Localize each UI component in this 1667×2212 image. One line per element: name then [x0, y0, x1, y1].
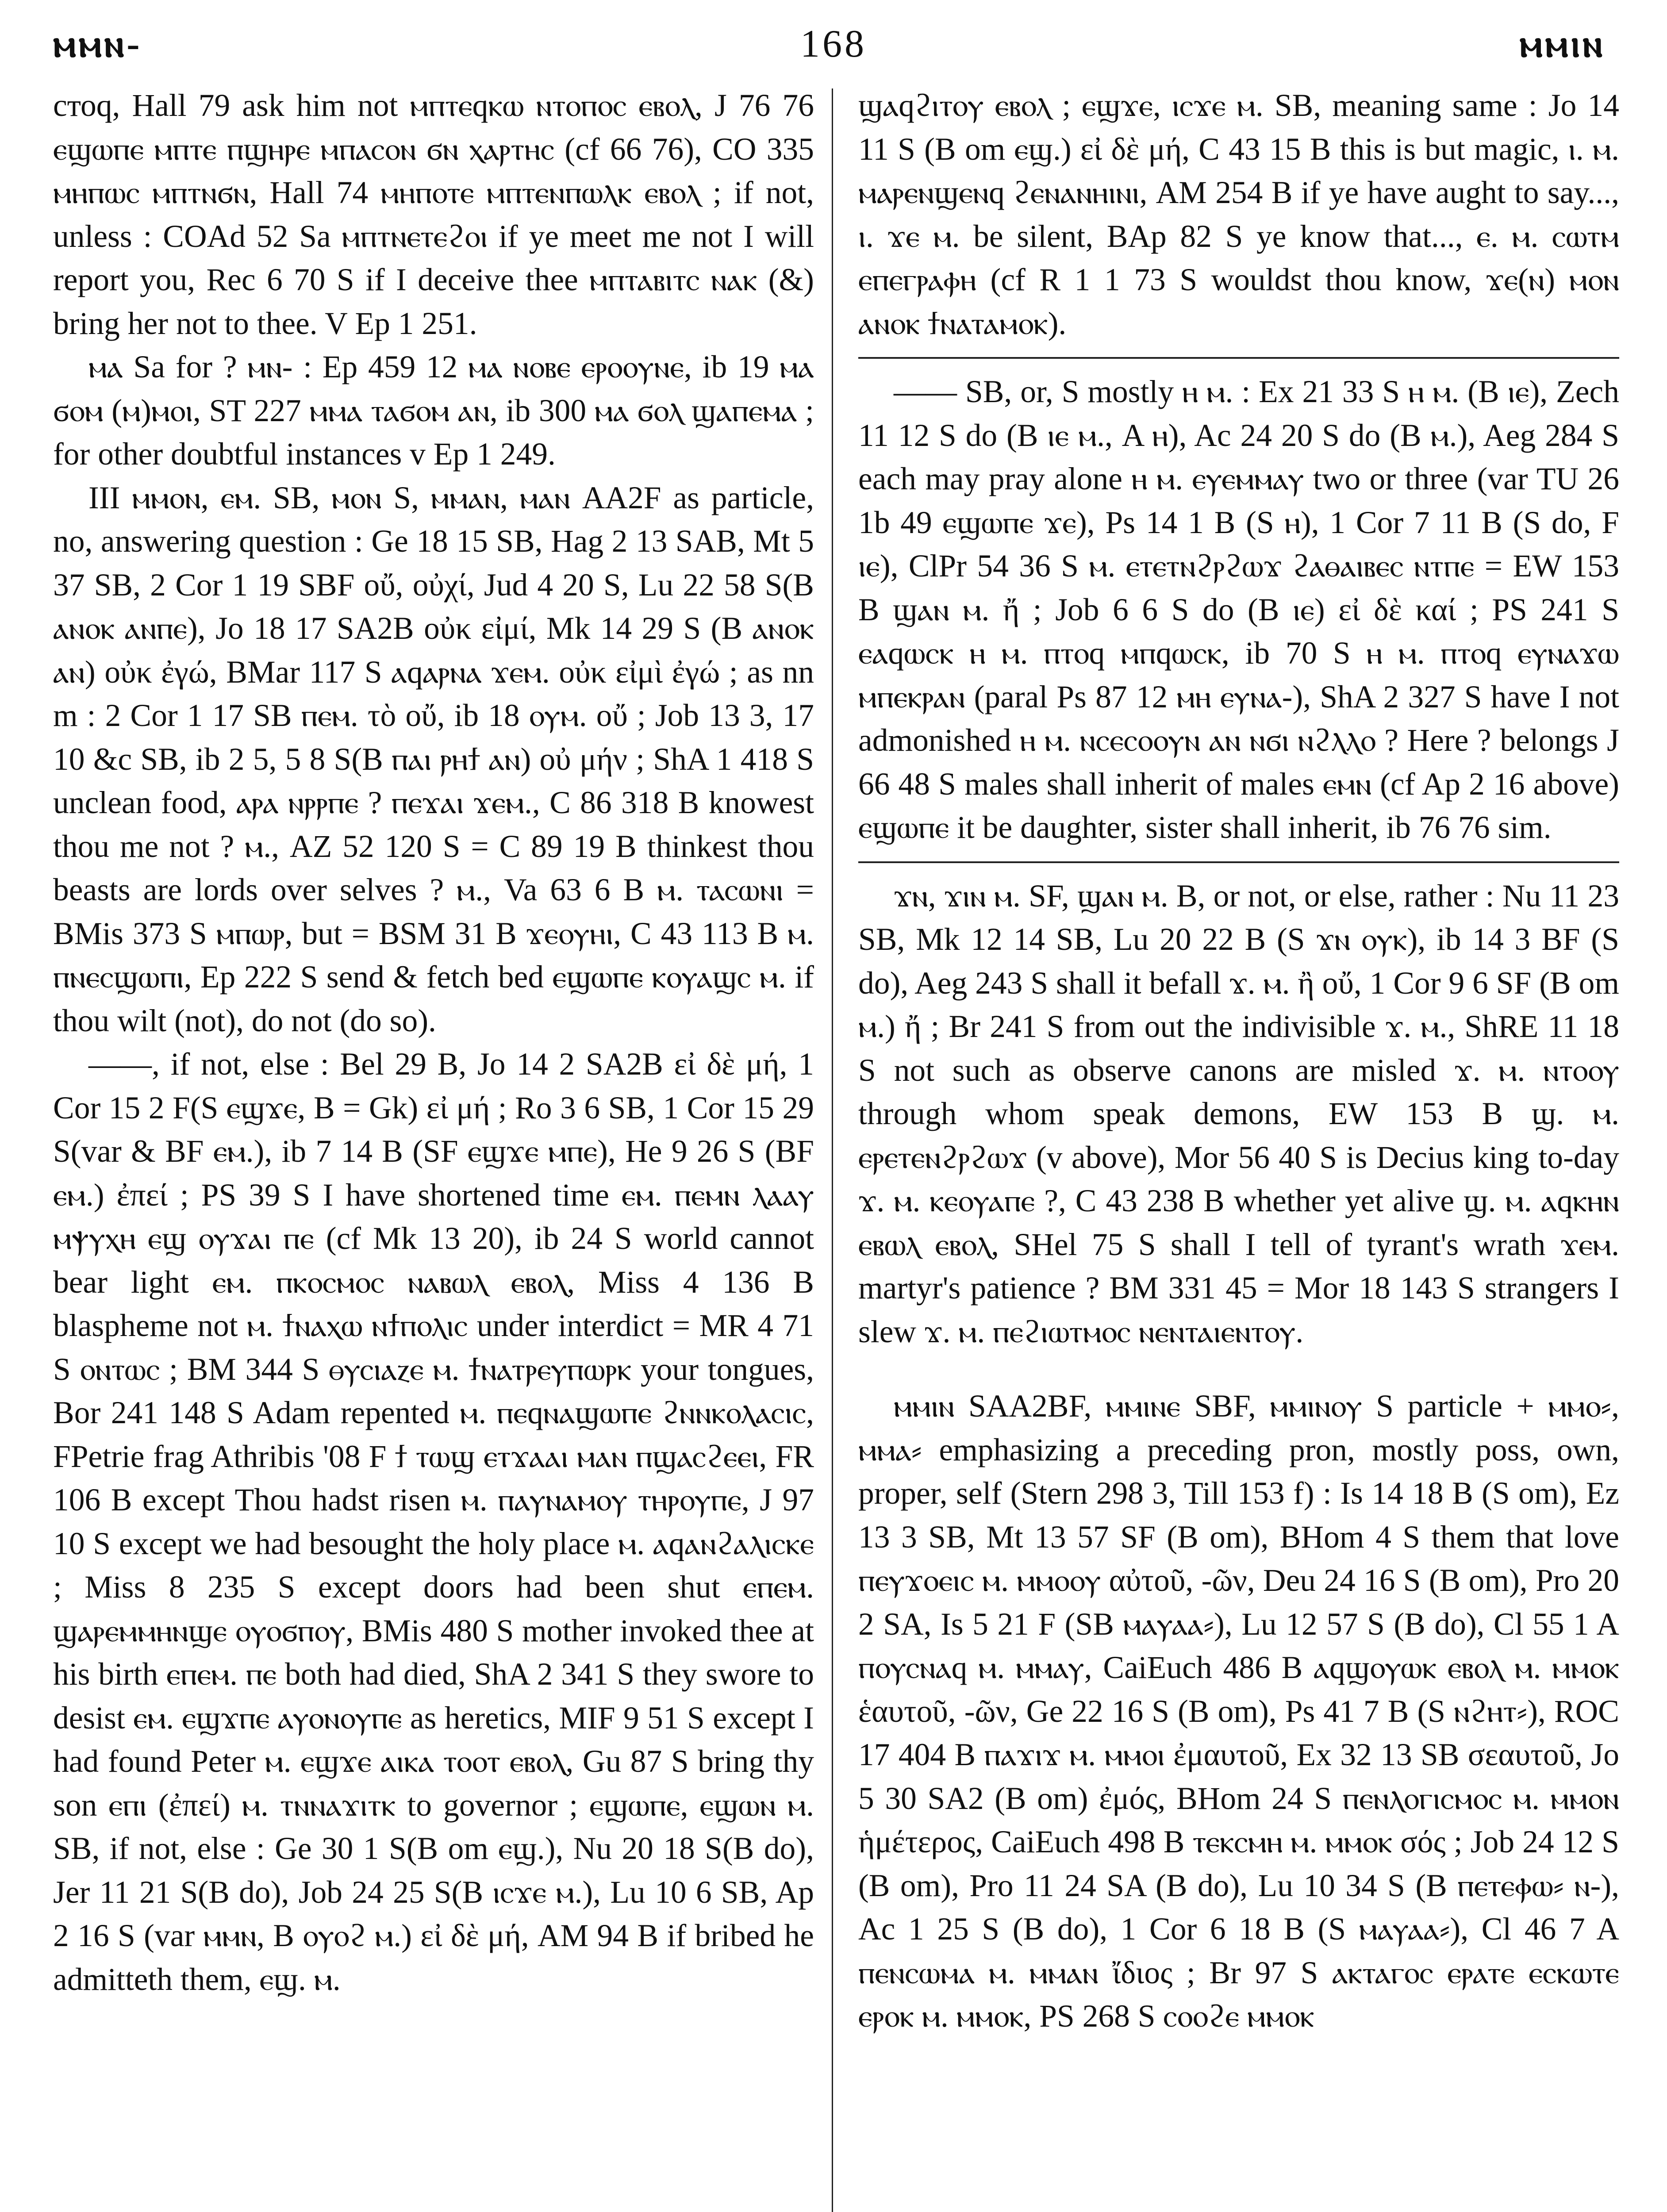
column-divider [832, 88, 833, 2212]
page-number: 168 [800, 23, 867, 65]
entry-paragraph: —— SB, or, S mostly ⲏ ⲙ. : Ex 21 33 S ⲏ ⲙ. (B ⲓⲉ), Zech 11 12 S do (B ⲓⲉ ⲙ., A ⲏ), Ac 24 20 S do (B ⲙ.), Aeg 284 S each may pray alone ⲏ ⲙ. ⲉⲩⲉⲙⲙⲁⲩ two or three (var TU 26 1b 49 ⲉϣⲱⲡⲉ ϫⲉ), Ps 14 1 B (S ⲏ), 1 Cor 7 11 B (S do, F ⲓⲉ), ClPr 54 36 S ⲙ. ⲉⲧⲉⲧⲛϩⲣϩⲱϫ ϩⲁⲑⲁⲓⲃⲉⲥ ⲛⲧⲡⲉ = EW 153 B ϣⲁⲛ ⲙ. ἤ ; Job 6 6 S do (B ⲓⲉ) εἰ δὲ καί ; PS 241 S ⲉⲁqⲱⲥⲕ ⲏ ⲙ. ⲡⲧⲟq ⲙⲡqⲱⲥⲕ, ib 70 S ⲏ ⲙ. ⲡⲧⲟq ⲉⲩⲛⲁϫⲱ ⲙⲡⲉⲕⲣⲁⲛ (paral Ps 87 12 ⲙⲏ ⲉⲩⲛⲁ-), ShA 2 327 S have I not admonished ⲏ ⲙ. ⲛⲥⲉⲥⲟⲟⲩⲛ ⲁⲛ ⲛϭⲓ ⲛϩⲗⲗⲟ ? Here ? belongs J 66 48 S males shall inherit of males ⲉⲙⲛ (cf Ap 2 16 above) ⲉϣⲱⲡⲉ it be daughter, sister shall inherit, ib 76 76 sim. [858, 374, 1619, 845]
header-left-guideword: ⲙⲙⲛ- [53, 23, 142, 65]
left-column [53, 84, 814, 2212]
entry-paragraph: III ⲙⲙⲟⲛ, ⲉⲙ. SB, ⲙⲟⲛ S, ⲙⲙⲁⲛ, ⲙⲁⲛ AA2F as particle, no, answering question : Ge 18 15 SB, Hag 2 13 SAB, Mt 5 37 SB, 2 Cor 1 19 SBF οὔ, οὐχί, Jud 4 20 S, Lu 22 58 S(B ⲁⲛⲟⲕ ⲁⲛⲡⲉ), Jo 18 17 SA2B οὐκ εἰμί, Mk 14 29 S (B ⲁⲛⲟⲕ ⲁⲛ) οὐκ ἐγώ, BMar 117 S ⲁqⲁⲣⲛⲁ ϫⲉⲙ. οὐκ εἰμὶ ἐγώ ; as nn m : 2 Cor 1 17 SB ⲡⲉⲙ. τὸ οὔ, ib 18 ⲟⲩⲙ. οὔ ; Job 13 3, 17 10 &c SB, ib 2 5, 5 8 S(B ⲡⲁⲓ ⲣⲏϯ ⲁⲛ) οὐ μήν ; ShA 1 418 S unclean food, ⲁⲣⲁ ⲛⲣⲣⲡⲉ ? ⲡⲉϫⲁⲓ ϫⲉⲙ., C 86 318 B knowest thou me not ? ⲙ., AZ 52 120 S = C 89 19 B thinkest thou beasts are lords over selves ? ⲙ., Va 63 6 B ⲙ. ⲧⲁⲥⲱⲛⲓ = BMis 373 S ⲙⲡⲱⲣ, but = BSM 31 B ϫⲉⲟⲩⲏⲓ, C 43 113 B ⲙ. ⲡⲛⲉⲥϣⲱⲡⲓ, Ep 222 S send & fetch bed ⲉϣⲱⲡⲉ ⲕⲟⲩⲁϣⲥ ⲙ. if thou wilt (not), do not (do so). [53, 480, 814, 1038]
section-rule [858, 861, 1619, 863]
entry-paragraph: ——, if not, else : Bel 29 B, Jo 14 2 SA2B εἰ δὲ μή, 1 Cor 15 2 F(S ⲉϣϫⲉ, B = Gk) εἰ μή ; Ro 3 6 SB, 1 Cor 15 29 S(var & BF ⲉⲙ.), ib 7 14 B (SF ⲉϣϫⲉ ⲙⲡⲉ), He 9 26 S (BF ⲉⲙ.) ἐπεί ; PS 39 S I have shortened time ⲉⲙ. ⲡⲉⲙⲛ ⲗⲁⲁⲩ ⲙⲯⲩⲭⲏ ⲉϣ ⲟⲩϫⲁⲓ ⲡⲉ (cf Mk 13 20), ib 24 S world cannot bear light ⲉⲙ. ⲡⲕⲟⲥⲙⲟⲥ ⲛⲁⲃⲱⲗ ⲉⲃⲟⲗ, Miss 4 136 B blaspheme not ⲙ. ϯⲛⲁⲭⲱ ⲛϯⲡⲟⲗⲓⲥ under interdict = MR 4 71 S ⲟⲛⲧⲱⲥ ; BM 344 S ⲑⲩⲥⲓⲁⲍⲉ ⲙ. ϯⲛⲁⲧⲣⲉⲩⲡⲱⲣⲕ your tongues, Bor 241 148 S Adam repented ⲙ. ⲡⲉqⲛⲁϣⲱⲡⲉ ϩⲛⲛⲕⲟⲗⲁⲥⲓⲥ, FPetrie frag Athribis '08 F ϯ ⲧⲱϣ ⲉⲧϫⲁⲁⲓ ⲙⲁⲛ ⲡϣⲁⲥϩⲉⲉⲓ, FR 106 B except Thou hadst risen ⲙ. ⲡⲁⲩⲛⲁⲙⲟⲩ ⲧⲏⲣⲟⲩⲡⲉ, J 97 10 S except we had besought the holy place ⲙ. ⲁqⲁⲛϩⲁⲗⲓⲥⲕⲉ ; Miss 8 235 S except doors had been shut ⲉⲡⲉⲙ. ϣⲁⲣⲉⲙⲙⲏⲛϣⲉ ⲟⲩⲟϭⲡⲟⲩ, BMis 480 S mother invoked thee at his birth ⲉⲡⲉⲙ. ⲡⲉ both had died, ShA 2 341 S they swore to desist ⲉⲙ. ⲉϣϫⲡⲉ ⲁⲩⲟⲛⲟⲩⲡⲉ as heretics, MIF 9 51 S except I had found Peter ⲙ. ⲉϣϫⲉ ⲁⲓⲕⲁ ⲧⲟⲟⲧ ⲉⲃⲟⲗ, Gu 87 S bring thy son ⲉⲡⲓ (ἐπεί) ⲙ. ⲧⲛⲛⲁϫⲓⲧⲕ to governor ; ⲉϣⲱⲡⲉ, ⲉϣⲱⲛ ⲙ. SB, if not, else : Ge 30 1 S(B om ⲉϣ.), Nu 20 18 S(B do), Jer 11 21 S(B do), Job 24 25 S(B ⲓⲥϫⲉ ⲙ.), Lu 10 6 SB, Ap 2 16 S (var ⲙⲙⲛ, B ⲟⲩⲟϩ ⲙ.) εἰ δὲ μή, AM 94 B if bribed he admitteth them, ⲉϣ. ⲙ. [53, 1047, 814, 1997]
entry-paragraph: стоq, Hall 79 ask him not ⲙⲡⲧⲉqⲕⲱ ⲛⲧⲟⲡⲟⲥ ⲉⲃⲟⲗ, J 76 76 ⲉϣⲱⲡⲉ ⲙⲡⲧⲉ ⲡϣⲏⲣⲉ ⲙⲡⲁⲥⲟⲛ ϭⲛ ⲭⲁⲣⲧⲏⲥ (cf 66 76), CO 335 ⲙⲏⲡⲱⲥ ⲙⲡⲧⲛϭⲛ, Hall 74 ⲙⲏⲡⲟⲧⲉ ⲙⲡⲧⲉⲛⲡⲱⲗⲕ ⲉⲃⲟⲗ ; if not, unless : COAd 52 Sa ⲙⲡⲧⲛⲉⲧⲉϩⲟⲓ if ye meet me not I will report you, Rec 6 70 S if I deceive thee ⲙⲡⲧⲁⲃⲓⲧⲥ ⲛⲁⲕ (&) bring her not to thee. V Ep 1 251. [53, 88, 814, 341]
right-column [858, 84, 1619, 2212]
header-right-guideword: ⲙⲙⲓⲛ [1519, 23, 1605, 65]
entry-paragraph: ⲙⲁ Sa for ? ⲙⲛ- : Ep 459 12 ⲙⲁ ⲛⲟⲃⲉ ⲉⲣⲟⲟⲩⲛⲉ, ib 19 ⲙⲁ ϭⲟⲙ (ⲙ)ⲙⲟⲓ, ST 227 ⲙⲙⲁ ⲧⲁϭⲟⲙ ⲁⲛ, ib 300 ⲙⲁ ϭⲟⲗ ϣⲁⲡⲉⲙⲁ ; for other doubtful instances v Ep 1 249. [53, 349, 814, 472]
entry-paragraph: ϣⲁqϩⲓⲧⲟⲩ ⲉⲃⲟⲗ ; ⲉϣϫⲉ, ⲓⲥϫⲉ ⲙ. SB, meaning same : Jo 14 11 S (B om ⲉϣ.) εἰ δὲ μή, C 43 15 B this is but magic, ⲓ. ⲙ. ⲙⲁⲣⲉⲛϣⲉⲛq ϩⲉⲛⲁⲛⲏⲓⲛⲓ, AM 254 B if ye have aught to say..., ⲓ. ϫⲉ ⲙ. be silent, BAp 82 S ye know that..., ⲉ. ⲙ. ⲥⲱⲧⲙ ⲉⲡⲉⲅⲣⲁⲫⲏ (cf R 1 1 73 S wouldst thou know, ϫⲉ(ⲛ) ⲙⲟⲛ ⲁⲛⲟⲕ ϯⲛⲁⲧⲁⲙⲟⲕ). [858, 88, 1619, 341]
entry-paragraph: ϫⲛ, ϫⲓⲛ ⲙ. SF, ϣⲁⲛ ⲙ. B, or not, or else, rather : Nu 11 23 SB, Mk 12 14 SB, Lu 20 22 B (S ϫⲛ ⲟⲩⲕ), ib 14 3 BF (S do), Aeg 243 S shall it befall ϫ. ⲙ. ἢ οὔ, 1 Cor 9 6 SF (B om ⲙ.) ἤ ; Br 241 S from out the indivisible ϫ. ⲙ., ShRE 11 18 S not such as observe canons are misled ϫ. ⲙ. ⲛⲧⲟⲟⲩ through whom speak demons, EW 153 B ϣ. ⲙ. ⲉⲣⲉⲧⲉⲛϩⲣϩⲱϫ (v above), Mor 56 40 S is Decius king to-day ϫ. ⲙ. ⲕⲉⲟⲩⲁⲡⲉ ?, C 43 238 B whether yet alive ϣ. ⲙ. ⲁqⲕⲏⲛ ⲉⲃⲱⲗ ⲉⲃⲟⲗ, SHel 75 S shall I tell of tyrant's wrath ϫⲉⲙ. martyr's patience ? BM 331 45 = Mor 18 143 S strangers I slew ϫ. ⲙ. ⲡⲉϩⲓⲱⲧⲙⲟⲥ ⲛⲉⲛⲧⲁⲓⲉⲛⲧⲟⲩ. [858, 878, 1619, 1349]
section-rule [858, 357, 1619, 359]
entry-gap [858, 1354, 1619, 1385]
running-header [53, 13, 1614, 75]
headword-entry-mmin: ⲙⲙⲓⲛ SAA2BF, ⲙⲙⲓⲛⲉ SBF, ⲙⲙⲓⲛⲟⲩ S particle + ⲙⲙⲟ⸗, ⲙⲙⲁ⸗ emphasizing a preceding pron, mostly poss, own, proper, self (Stern 298 3, Till 153 f) : Is 14 18 B (S om), Ez 13 3 SB, Mt 13 57 SF (B om), BHom 4 S them that love ⲡⲉⲩϫⲟⲉⲓⲥ ⲙ. ⲙⲙⲟⲟⲩ αὐτοῦ, -ῶν, Deu 24 16 S (B om), Pro 20 2 SA, Is 5 21 F (SB ⲙⲁⲩⲁⲁ⸗), Lu 12 57 S (B do), Cl 55 1 A ⲡⲟⲩⲥⲛⲁq ⲙ. ⲙⲙⲁⲩ, CaiEuch 486 B ⲁqϣⲟⲩⲱⲕ ⲉⲃⲟⲗ ⲙ. ⲙⲙⲟⲕ ἑαυτοῦ, -ῶν, Ge 22 16 S (B om), Ps 41 7 B (S ⲛϩⲏⲧ⸗), ROC 17 404 B ⲡⲁϫⲓϫ ⲙ. ⲙⲙⲟⲓ ἐμαυτοῦ, Ex 32 13 SB σεαυτοῦ, Jo 5 30 SA2 (B om) ἐμός, BHom 24 S ⲡⲉⲛⲗⲟⲅⲓⲥⲙⲟⲥ ⲙ. ⲙⲙⲟⲛ ἡμέτερος, CaiEuch 498 B ⲧⲉⲕⲥⲙⲏ ⲙ. ⲙⲙⲟⲕ σός ; Job 24 12 S (B om), Pro 11 24 SA (B do), Lu 10 34 S (B ⲡⲉⲧⲉⲫⲱ⸗ ⲛ-), Ac 1 25 S (B do), 1 Cor 6 18 B (S ⲙⲁⲩⲁⲁ⸗), Cl 46 7 A ⲡⲉⲛⲥⲱⲙⲁ ⲙ. ⲙⲙⲁⲛ ἴδιος ; Br 97 S ⲁⲕⲧⲁⲅⲟⲥ ⲉⲣⲁⲧⲉ ⲉⲥⲕⲱⲧⲉ ⲉⲣⲟⲕ ⲙ. ⲙⲙⲟⲕ, PS 268 S ⲥⲟⲟϩⲉ ⲙⲙⲟⲕ [858, 1389, 1619, 2034]
